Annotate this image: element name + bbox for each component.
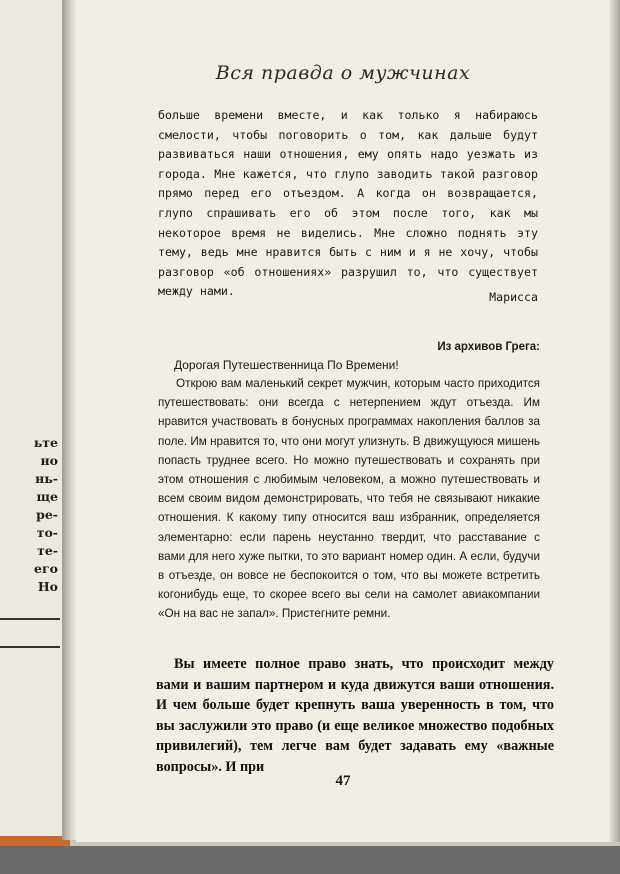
page-edge (610, 0, 620, 842)
book-page (76, 0, 610, 842)
left-page-fragment: но (40, 453, 58, 468)
main-paragraph (156, 654, 554, 777)
greg-archive-title: Из архивов Грега: (437, 341, 540, 353)
letter-text: больше времени вместе, и как только я набираюсь смелости, чтобы поговорить о том, как дальше будут развиваться наши отношения, ему опять надо уезжать из города. Мне кажется, что глупо заводить такой разговор прямо перед его отъездом. А когда он возвращается, глупо спрашивать его об этом после того, как мы некоторое время не виделись. Мне сложно поднять эту тему, ведь мне нравится быть с ним и я не хочу, чтобы разговор «об отношениях» разрушил то, что существует между нами. (158, 108, 538, 299)
left-page-fragment: нь- (35, 471, 58, 486)
page-number: 47 (335, 773, 351, 789)
scan-background (0, 846, 620, 874)
left-page-fragment: ьте (33, 435, 58, 450)
left-page-fragment: ще (36, 489, 58, 504)
reader-letter (158, 106, 538, 302)
running-head: Вся правда о мужчинах (215, 62, 471, 84)
greg-greeting: Дорогая Путешественница По Времени! (174, 358, 399, 372)
left-page-fragment: то- (36, 525, 58, 540)
greg-answer (158, 374, 540, 624)
left-page-fragment: Но (37, 579, 58, 594)
letter-signature: Марисса (489, 290, 538, 304)
book-gutter (62, 0, 76, 840)
greg-answer-text: Открою вам маленький секрет мужчин, которым часто приходится путешествовать: они всегда с нетерпением ждут отъезда. Им нравится участвовать в бонусных программах накопления баллов за поле. Им нравится то, что они могут улизнуть. В движущуюся мишень попасть труднее всего. Но можно путешествовать и сохранять при этом отношения с любимым человеком, а можно путешествовать и всем своим видом демонстрировать, что тебя не связывают никакие отношения. К какому типу относится ваш избранник, определяется элементарно: если парень неустанно твердит, что расставание с вами для него хуже пытки, то это вариант номер один. А если, будучи в отъезде, он вовсе не беспокоится о том, что вы можете встретить когонибудь еще, то скорее всего вы сели на самолет авиакомпании «Он на вас не запал». Пристегните ремни. (158, 377, 540, 621)
left-page-fragment: ре- (36, 507, 58, 522)
left-page (0, 0, 62, 836)
left-page-rule (0, 646, 60, 648)
main-paragraph-text: Вы имеете полное право знать, что происходит между вами и вашим партнером и куда движутся ваши отношения. И чем больше будет крепнуть ваша уверенность в том, что вы заслужили это право (и еще великое множество подобных привилегий), тем легче вам будет задавать ему «важные вопросы». И при (156, 656, 554, 775)
left-page-fragment: его (34, 561, 58, 576)
left-page-fragment: те- (37, 543, 58, 558)
left-page-rule (0, 618, 60, 620)
